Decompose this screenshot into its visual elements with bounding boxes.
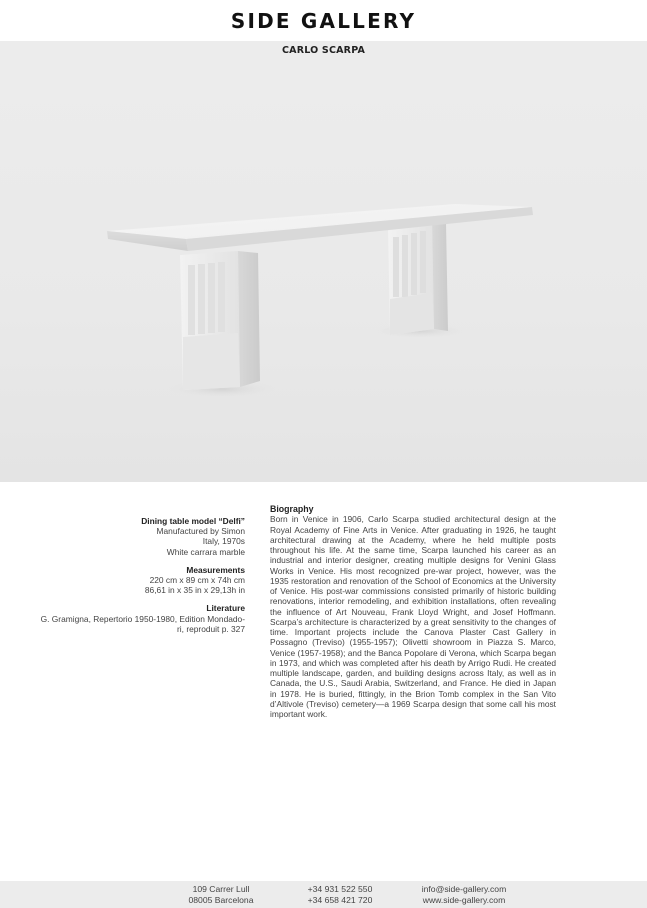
biography-heading: Biography: [270, 504, 314, 514]
footer-contact: [408, 884, 520, 906]
footer: [0, 881, 647, 908]
email-link[interactable]: info@side-gallery.com: [421, 884, 507, 894]
footer-address: [176, 884, 266, 906]
product-specs: [18, 516, 245, 642]
biography-section: [270, 504, 556, 719]
table-top: [107, 204, 533, 251]
table-leg-back: [388, 219, 448, 335]
marble-table-image: [0, 59, 647, 482]
measurements-cm: 220 cm x 89 cm x 74h cm: [149, 575, 245, 586]
measurements-heading: Measurements: [186, 564, 245, 575]
footer-phones: [295, 884, 385, 906]
literature-line-1: G. Gramigna, Repertorio 1950-1980, Edition Mondado-: [40, 613, 245, 624]
measurements-in: 86,61 in x 35 in x 29,13h in: [144, 585, 245, 596]
table-leg-front: [180, 251, 260, 390]
website-link[interactable]: www.side-gallery.com: [422, 895, 506, 905]
biography-text: Born in Venice in 1906, Carlo Scarpa studied architectural design at the Royal Academy of Fine Arts in Venice. After graduating in 1926, he taught architectural drawing at the Academy, where he held multiple posts throughout his life. At the same time, Scarpa launched his career as an industrial and interior designer, creating multiple designs for Venini Glass Works in Venice. His most recognized pre-war project, however, was the 1935 restoration and renovation of the School of Economics at the University of Venice. His post-war commissions consisted primarily of historic building renovations, interior remodeling, and exhibition installations, often revealing the influence of Art Nouveau, Frank Lloyd Wright, and Josef Hoffmann. Scarpa’s architecture is characterized by a great sensitivity to the changes of time. Important projects include the Canova Plaster Cast Gallery in Possagno (Treviso) (1955-1957); Olivetti showroom in Piazza S. Marco, Venice (1957-1958); and the Banca Popolare di Verona, which Scarpa began in 1973, and which was completed after his death by Arrigo Rudi. He created multiple landscape, garden, and building designs across Italy, as well as in Canada, the U.S., Saudi Arabia, Switzerland, and France. He died in Japan in 1978. He is buried, fittingly, in the Brion Tomb complex in the San Vito d’Altivole (Treviso) cemetery—a 1969 Scarpa design that some call his most important work.: [270, 514, 556, 719]
literature-line-2: ri, reproduit p. 327: [177, 623, 245, 634]
product-title: Dining table model “Delfi”: [141, 516, 245, 526]
literature-heading: Literature: [206, 603, 245, 614]
origin: Italy, 1970s: [202, 536, 245, 547]
phone-2[interactable]: +34 658 421 720: [307, 895, 373, 905]
product-photo: [0, 59, 647, 482]
manufacturer: Manufactured by Simon: [156, 526, 245, 537]
address-line-2: 08005 Barcelona: [188, 895, 254, 905]
address-line-1: 109 Carrer Lull: [192, 884, 250, 894]
artist-name: CARLO SCARPA: [0, 41, 647, 59]
phone-1[interactable]: +34 931 522 550: [307, 884, 373, 894]
gallery-logo: SIDE GALLERY: [230, 8, 417, 33]
material: White carrara marble: [166, 546, 245, 557]
